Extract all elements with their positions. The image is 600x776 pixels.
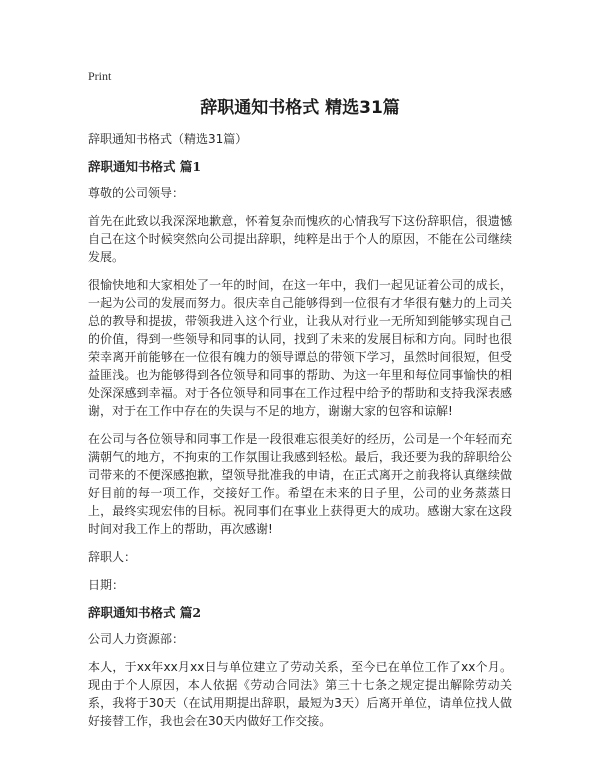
section-1 xyxy=(88,158,512,594)
paragraph: 首先在此致以我深深地歉意，怀着复杂而愧疚的心情我写下这份辞职信，很遗憾自己在这个时候突然向公司提出辞职，纯粹是出于个人的原因，不能在公司继续发展。 xyxy=(88,214,512,264)
document-title: 辞职通知书格式 精选31篇 xyxy=(200,98,400,118)
section-heading: 辞职通知书格式 篇2 xyxy=(88,605,202,620)
paragraph: 很愉快地和大家相处了一年的时间，在这一年中，我们一起见证着公司的成长，一起为公司的发展而努力。很庆幸自己能够得到一位很有才华很有魅力的上司关总的教导和提拔，带领我进入这个行业，让我从对行业一无所知到能够实现自己的价值，得到一些领导和同事的认同，找到了未来的发展目标和方向。同时也很荣幸离开前能够在一位很有魄力的领导谭总的带领下学习，虽然时间很短，但受益匪浅。也为能够得到各位领导和同事的帮助、为这一年里和每位同事愉快的相处深深感到幸福。对于各位领导和同事在工作过程中给予的帮助和支持我深表感谢，对于在工作中存在的失误与不足的地方，谢谢大家的包容和谅解! xyxy=(88,278,512,418)
paragraph: 在公司与各位领导和同事工作是一段很难忘很美好的经历，公司是一个年轻而充满朝气的地方，不拘束的工作氛围让我感到轻松。最后，我还要为我的辞职给公司带来的不便深感抱歉，望领导批准我的申请，在正式离开之前我将认真继续做好目前的每一项工作，交接好工作。希望在未来的日子里，公司的业务蒸蒸日上，最终实现宏伟的目标。祝同事们在事业上获得更大的成功。感谢大家在这段时间对我工作上的帮助，再次感谢! xyxy=(88,432,512,536)
salutation: 公司人力资源部： xyxy=(88,632,185,646)
document-subtitle: 辞职通知书格式（精选31篇） xyxy=(88,132,248,146)
print-label: Print xyxy=(88,69,112,83)
salutation: 尊敬的公司领导： xyxy=(88,186,185,200)
section-heading: 辞职通知书格式 篇1 xyxy=(88,159,202,174)
date-line: 日期： xyxy=(88,578,125,592)
section-2 xyxy=(88,604,512,730)
paragraph: 本人，于xx年xx月xx日与单位建立了劳动关系，至今已在单位工作了xx个月。现由于个人原因，本人依据《劳动合同法》第三十七条之规定提出解除劳动关系，我将于30天（在试用期提出辞职，最短为3天）后离开单位，请单位找人做好接替工作，我也会在30天内做好工作交接。 xyxy=(88,660,512,728)
signature-line: 辞职人： xyxy=(88,550,137,564)
